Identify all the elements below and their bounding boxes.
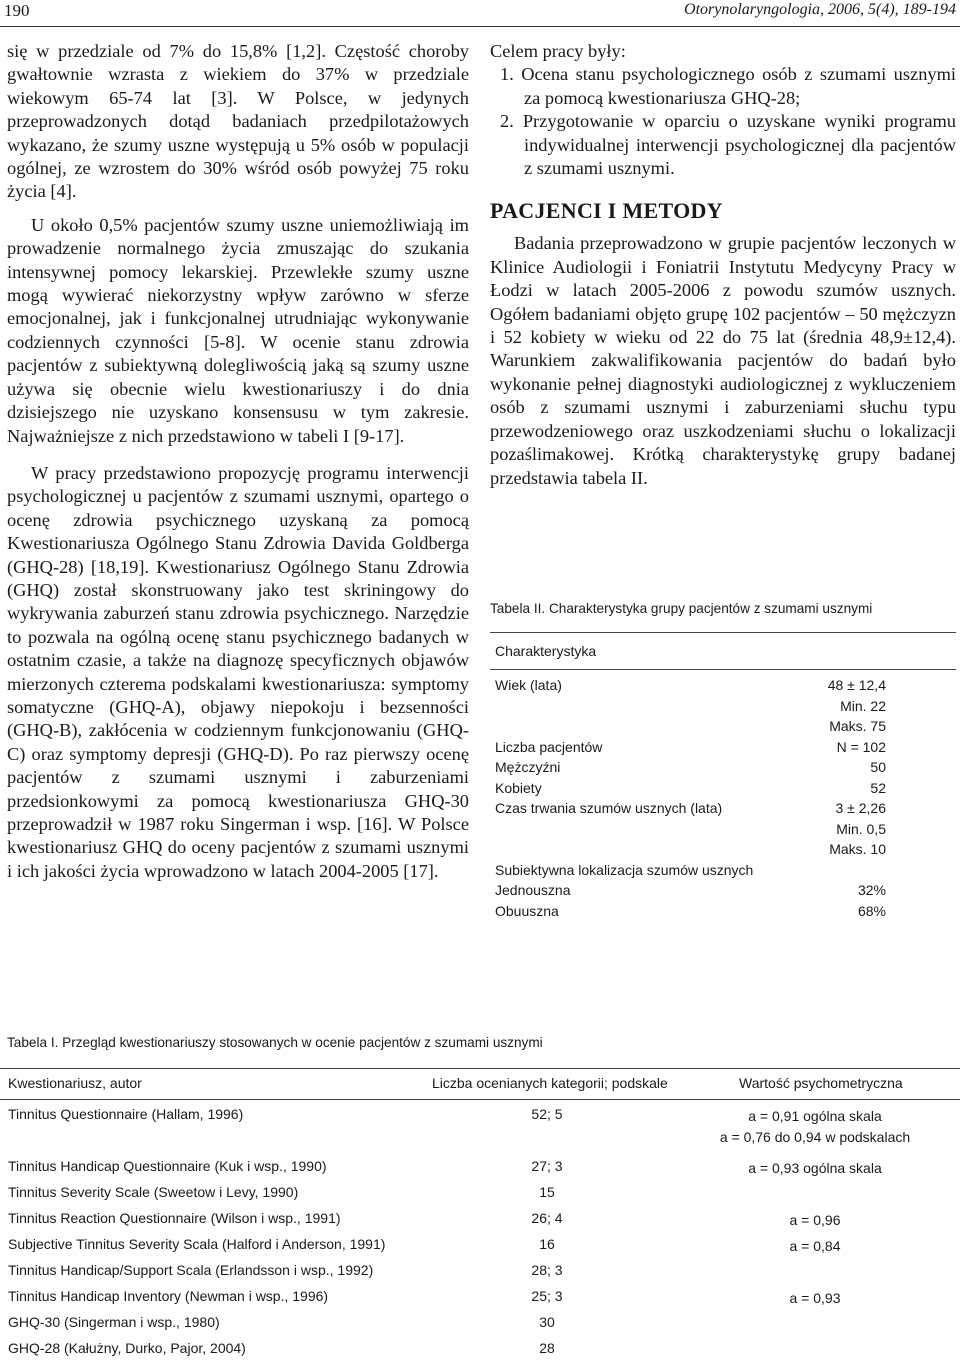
table2-row-value: 68%	[857, 902, 886, 919]
table2-row	[490, 778, 956, 799]
table2-row-value: 3 ± 2,26	[835, 800, 886, 816]
table2-row	[490, 675, 956, 696]
page-header	[0, 0, 960, 24]
table2-row	[490, 901, 956, 922]
right-column	[490, 40, 956, 490]
table1-cell-categories: 30	[539, 1314, 555, 1330]
table1-row	[0, 1184, 960, 1210]
table2-row	[490, 757, 956, 778]
table2-row-value: Maks. 75	[829, 718, 886, 734]
table1-row	[0, 1340, 960, 1366]
table1-cell-questionnaire: Tinnitus Handicap/Support Scala (Erlandsson i wsp., 1992)	[8, 1262, 374, 1278]
table2-row-label: Jednouszna	[495, 882, 571, 898]
table1-cell-psychometric	[700, 1288, 930, 1309]
table2-row	[490, 798, 956, 819]
aim-item: 2. Przygotowanie w oparciu o uzyskane wyniki programu indywidualnej interwencji psychologicznej dla pacjentów z szumami usznymi.	[500, 111, 956, 179]
table1-psychometric-line: a = 0,96	[789, 1212, 841, 1228]
paragraph-methods: Badania przeprowadzono w grupie pacjentów leczonych w Klinice Audiologii i Foniatrii Instytutu Medycyny Pracy w Łodzi w latach 2005-2006 z powodu szumów usznych. Ogółem badaniami objęto grupę 102 pacjentów – 50 mężczyzn i 52 kobiety w wieku od 22 do 75 lat (średnia 48,9±12,4). Warunkiem zakwalifikowania pacjentów do badań było wykonanie pełnej diagnostyki audiologicznej z wykluczeniem osób z szumami usznymi i zaburzeniami słuchu typu przewodzeniowego oraz uszkodzeniami słuchu o lokalizacji pozaślimakowej. Krótką charakterystykę grupy badanej przedstawia tabela II.	[490, 233, 956, 488]
aim-item: 1. Ocena stanu psychologicznego osób z szumami usznymi za pomocą kwestionariusza GHQ-28;	[500, 64, 956, 108]
table2-body	[490, 670, 956, 921]
table2-row	[490, 819, 956, 840]
table2-row-value: Min. 22	[840, 697, 886, 714]
table1-cell-psychometric	[700, 1236, 930, 1257]
table1-caption: Tabela I. Przegląd kwestionariuszy stosowanych w ocenie pacjentów z szumami usznymi	[7, 1035, 543, 1050]
table1-cell-psychometric	[700, 1158, 930, 1179]
table1-cell-questionnaire: Subjective Tinnitus Severity Scala (Halford i Anderson, 1991)	[8, 1236, 386, 1252]
left-column	[7, 40, 469, 883]
table1-row	[0, 1210, 960, 1236]
table2-row-value: N = 102	[836, 738, 886, 755]
table1-cell-psychometric	[700, 1106, 930, 1148]
table1-cell-questionnaire: Tinnitus Severity Scale (Sweetow i Levy, 1990)	[8, 1184, 299, 1200]
table1-header-questionnaire: Kwestionariusz, autor	[8, 1075, 142, 1091]
table1-cell-categories: 26; 4	[531, 1210, 563, 1226]
table1-cell-questionnaire: Tinnitus Handicap Inventory (Newman i wsp., 1996)	[8, 1288, 329, 1304]
table2-row-label: Obuuszna	[495, 902, 559, 919]
table1-cell-categories: 52; 5	[531, 1106, 563, 1122]
table1-cell-questionnaire: Tinnitus Questionnaire (Hallam, 1996)	[8, 1106, 244, 1122]
table1-header-rule	[0, 1099, 960, 1100]
table1-row	[0, 1106, 960, 1158]
table1-header-categories: Liczba ocenianych kategorii; podskale	[432, 1075, 668, 1091]
table1-cell-categories: 28; 3	[531, 1262, 563, 1278]
table1-cell-categories: 25; 3	[531, 1288, 563, 1304]
table1-psychometric-line: a = 0,84	[789, 1238, 841, 1254]
table2-row-value: Maks. 10	[829, 841, 886, 857]
table1-body	[0, 1106, 960, 1366]
table1-cell-questionnaire: Tinnitus Handicap Questionnaire (Kuk i wsp., 1990)	[8, 1158, 327, 1174]
table2-row	[490, 716, 956, 737]
table2-header: Charakterystyka	[495, 643, 597, 659]
table1	[0, 1068, 960, 1366]
table2-row-value: Min. 0,5	[836, 820, 886, 837]
table1-cell-categories: 28	[539, 1340, 555, 1356]
table1-psychometric-line: a = 0,93	[789, 1290, 841, 1306]
table2-row-value: 32%	[857, 882, 886, 898]
table1-header-row	[0, 1069, 960, 1099]
page-number: 190	[4, 1, 30, 20]
table1-cell-questionnaire: GHQ-30 (Singerman i wsp., 1980)	[8, 1314, 220, 1330]
table1-row	[0, 1158, 960, 1184]
table2-row-label: Wiek (lata)	[495, 677, 562, 693]
table2-row-label: Liczba pacjentów	[495, 738, 603, 755]
table2	[490, 632, 956, 921]
table2-row-value: 48 ± 12,4	[827, 677, 886, 693]
table2-row-label: Mężczyźni	[495, 759, 561, 775]
table1-header-psychometric: Wartość psychometryczna	[739, 1075, 903, 1091]
paragraph-ghq: W pracy przedstawiono propozycję programu interwencji psychologicznej u pacjentów z szumami usznymi, opartego o ocenę zdrowia psychicznego uzyskaną za pomocą Kwestionariusza Ogólnego Stanu Zdrowia Davida Goldberga (GHQ-28) [18,19]. Kwestionariusz Ogólnego Stanu Zdrowia (GHQ) został skonstruowany jako test skriningowy do wykrywania zaburzeń stanu zdrowia psychicznego. Narzędzie to pozwala na ogólną ocenę stanu psychicznego badanych w ostatnim czasie, a także na diagnozę specyficznych objawów mierzonych czterema podskalami kwestionariusza: symptomy somatyczne (GHQ-A), objawy niepokoju i bezsenności (GHQ-B), zakłócenia w codziennym funkcjonowaniu (GHQ-C) oraz symptomy depresji (GHQ-D). Po raz pierwszy ocenę pacjentów z szumami usznymi i zaburzeniami przedsionkowymi za pomocą kwestionariusza GHQ-30 przeprowadził w 1987 roku Singerman i wsp. [16]. W Polsce kwestionariusz GHQ do oceny pacjentów z szumami usznymi i ich jakości życia wprowadzono w latach 2004-2005 [17].	[7, 462, 469, 881]
table1-cell-psychometric	[700, 1210, 930, 1231]
table2-row	[490, 880, 956, 901]
aims-intro: Celem pracy były:	[490, 41, 626, 61]
table1-row	[0, 1262, 960, 1288]
table2-caption: Tabela II. Charakterystyka grupy pacjentów z szumami usznymi	[490, 601, 873, 616]
table2-row	[490, 839, 956, 860]
table1-psychometric-line: a = 0,76 do 0,94 w podskalach	[719, 1129, 911, 1145]
paragraph-impact: U około 0,5% pacjentów szumy uszne uniemożliwiają im prowadzenie normalnego życia zmuszając do szukania intensywnej pomocy lekarskiej. Przewlekłe szumy uszne mogą wywierać niekorzystny wpływ zarówno w sferze emocjonalnej, jak i funkcjonalnej utrudniając wykonywanie codziennych czynności [5-8]. W ocenie stanu zdrowia pacjentów z subiektywną dolegliwością jaką są szumy uszne używa się obecnie wielu kwestionariuszy i do dnia dzisiejszego nie uzyskano konsensusu w tym zakresie. Najważniejsze z nich przedstawiono w tabeli I [9-17].	[7, 214, 469, 446]
aims-list	[490, 63, 956, 180]
paragraph-prevalence: się w przedziale od 7% do 15,8% [1,2]. Częstość choroby gwałtownie wzrasta z wiekiem do 37% w przedziale wiekowym 65-74 lat [3]. W Polsce, w jedynych przeprowadzonych dotąd badaniach przedpilotażowych wykazano, że szumy uszne występują u 5% osób w populacji ogólnej, ze wzrostem do 30% wśród osób powyżej 75 roku życia [4].	[7, 41, 469, 202]
table2-row	[490, 737, 956, 758]
journal-citation: Otorynolaryngologia, 2006, 5(4), 189-194	[684, 1, 956, 18]
table1-cell-questionnaire: Tinnitus Reaction Questionnaire (Wilson i wsp., 1991)	[8, 1210, 341, 1226]
table2-row-label: Czas trwania szumów usznych (lata)	[495, 800, 723, 816]
section-heading: PACJENCI I METODY	[490, 198, 723, 224]
table1-psychometric-line: a = 0,91 ogólna skala	[748, 1108, 882, 1124]
table1-psychometric-line: a = 0,93 ogólna skala	[748, 1160, 882, 1176]
table2-row-value: 52	[870, 779, 886, 796]
table1-cell-questionnaire: GHQ-28 (Kałużny, Durko, Pajor, 2004)	[8, 1340, 246, 1356]
table2-row-label: Kobiety	[495, 779, 542, 796]
table1-row	[0, 1288, 960, 1314]
table2-row-label: Subiektywna lokalizacja szumów usznych	[495, 861, 754, 878]
table1-row	[0, 1236, 960, 1262]
table1-cell-categories: 16	[539, 1236, 555, 1252]
table2-row	[490, 696, 956, 717]
table2-row-value: 50	[870, 759, 886, 775]
table1-cell-categories: 15	[539, 1184, 555, 1200]
table2-row	[490, 860, 956, 881]
table1-cell-categories: 27; 3	[531, 1158, 563, 1174]
table1-row	[0, 1314, 960, 1340]
header-rule	[0, 26, 960, 27]
